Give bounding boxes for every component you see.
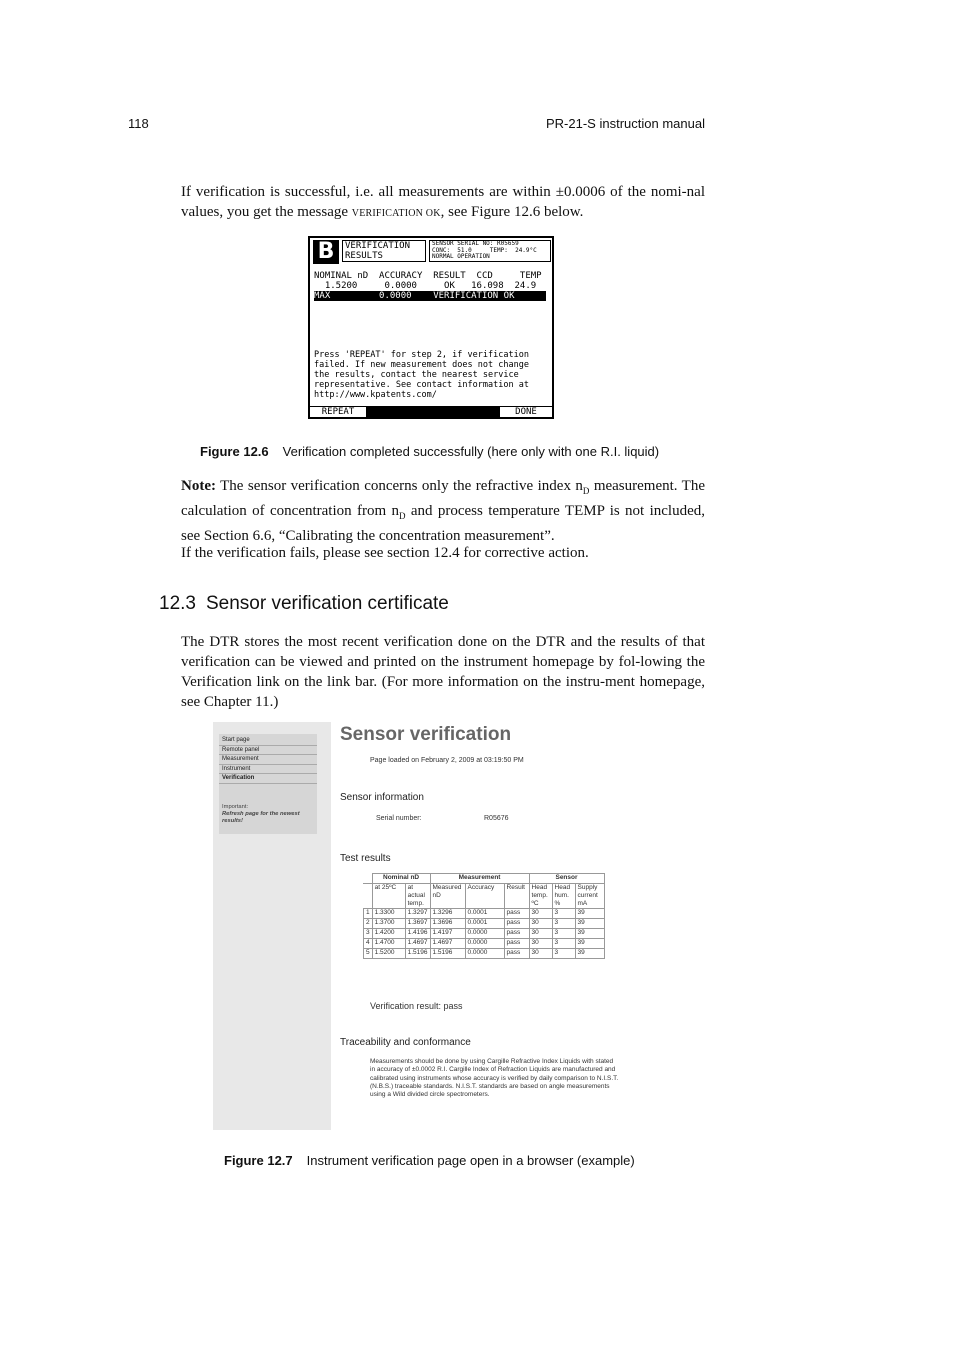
note-paragraph [181, 476, 705, 546]
cell: 1.5196 [430, 949, 465, 959]
section-heading [159, 593, 449, 615]
browser-screenshot [213, 722, 623, 1130]
intro-text: If verification is successful, i.e. all measurements are within ±0.0006 of the nomi-nal values, you get the message [181, 184, 705, 220]
table-row [364, 919, 605, 929]
section-number: 12.3 [159, 593, 196, 614]
cell: 1.4196 [405, 929, 430, 939]
cell: 30 [529, 909, 552, 919]
note-label: Note: [181, 478, 216, 494]
cell: 3 [552, 929, 575, 939]
cell: 1.4197 [430, 929, 465, 939]
cell: 1.3697 [405, 919, 430, 929]
results-table [363, 873, 605, 959]
row-index: 3 [364, 929, 373, 939]
cell: 30 [529, 919, 552, 929]
repeat-button[interactable]: REPEAT [310, 406, 366, 417]
done-button[interactable]: DONE [500, 406, 552, 417]
screen-title [342, 240, 426, 262]
cell: 0.0000 [465, 929, 504, 939]
cell: 30 [529, 949, 552, 959]
cell: 1.4697 [405, 939, 430, 949]
program-letter: B [313, 240, 339, 264]
section-title: Sensor verification certificate [205, 593, 449, 614]
subscript-d: D [582, 486, 590, 496]
link-remote-panel[interactable]: Remote panel [219, 746, 317, 756]
table-row [364, 929, 605, 939]
cell: 1.3696 [430, 919, 465, 929]
intro-paragraph [181, 182, 705, 224]
important-note [219, 788, 317, 834]
subscript-d-2: D [399, 511, 406, 521]
col-measured: Measured nD [430, 884, 465, 909]
cell: 39 [575, 919, 604, 929]
results-header-row: NOMINAL nD ACCURACY RESULT CCD TEMP [314, 271, 542, 281]
cell: 1.3700 [372, 919, 405, 929]
page-title: Sensor verification [340, 724, 512, 745]
verification-result: Verification result: pass [370, 1001, 463, 1011]
page-number: 118 [128, 116, 149, 131]
link-instrument[interactable]: Instrument [219, 765, 317, 775]
link-bar [219, 734, 317, 788]
col-result: Result [504, 884, 529, 909]
cell: 0.0001 [465, 909, 504, 919]
cell: 1.3300 [372, 909, 405, 919]
serial-value: R05676 [484, 815, 509, 822]
row-index: 1 [364, 909, 373, 919]
cell: 1.5200 [372, 949, 405, 959]
cell: 30 [529, 929, 552, 939]
cell: 39 [575, 929, 604, 939]
table-row [364, 949, 605, 959]
lcd-screen [308, 236, 554, 419]
failure-paragraph: If the verification fails, please see section 12.4 for corrective action. [181, 545, 589, 561]
cell: 1.4200 [372, 929, 405, 939]
cell: 39 [575, 949, 604, 959]
intro-text-end: , see Figure 12.6 below. [440, 204, 584, 220]
important-text: Refresh page for the newest results! [222, 811, 300, 824]
cell: 1.3296 [430, 909, 465, 919]
figure-label: Figure 12.7 [224, 1153, 293, 1168]
cell: 1.4700 [372, 939, 405, 949]
col-head-hum: Head hum. % [552, 884, 575, 909]
traceability-heading: Traceability and conformance [340, 1037, 471, 1048]
cell: pass [504, 939, 529, 949]
cell: 3 [552, 949, 575, 959]
dtr-paragraph: The DTR stores the most recent verification done on the DTR and the results of that verification can be viewed and printed on the instrument homepage by fol-lowing the Verification link on the link bar. (For more information on the instru-ment homepage, see Chapter 11.) [181, 634, 705, 710]
traceability-text: Measurements should be done by using Cargille Refractive Index Liquids with stated in accuracy of ±0.0002 R.I. Cargille Index of Refraction Liquids are manufactured and calibrated using instruments whose accuracy is verified by daily comparison to N.I.S.T. (N.B.S.) traceable standards. N.I.S.T. standards are based on angle measurements using a Wild divided circle spectrometers. [370, 1058, 619, 1099]
sensor-info-heading: Sensor information [340, 792, 424, 803]
cell: 3 [552, 909, 575, 919]
note-text-3: and process temperature TEMP is not included, see Section 6.6, “Calibrating the concentration measurement”. [181, 503, 705, 544]
cell: 30 [529, 939, 552, 949]
figure-12-6-caption [200, 444, 659, 459]
sidebar [213, 722, 331, 1130]
results-max-row: MAX 0.0000 VERIFICATION OK [314, 291, 546, 301]
cell: pass [504, 909, 529, 919]
row-index: 4 [364, 939, 373, 949]
running-title: PR-21-S instruction manual [546, 116, 705, 131]
sensor-info-box: SENSOR SERIAL NO: R05659 CONC: 51.0 TEMP: 24.9°C NORMAL OPERATION [429, 240, 551, 262]
col-accuracy: Accuracy [465, 884, 504, 909]
important-label: Important: [222, 804, 249, 810]
table-row [364, 939, 605, 949]
figure-text: Instrument verification page open in a browser (example) [306, 1153, 635, 1168]
col-at-actual: at actual temp. [405, 884, 430, 909]
cell: 0.0000 [465, 939, 504, 949]
link-verification[interactable]: Verification [219, 774, 317, 784]
cell: 39 [575, 909, 604, 919]
cell: 0.0001 [465, 919, 504, 929]
col-supply: Supply current mA [575, 884, 604, 909]
link-start-page[interactable]: Start page [219, 736, 317, 746]
figure-text: Verification completed successfully (here only with one R.I. liquid) [282, 444, 660, 459]
row-index: 2 [364, 919, 373, 929]
test-results-heading: Test results [340, 853, 391, 864]
col-head-temp: Head temp. ºC [529, 884, 552, 909]
screen-title-line1: VERIFICATION [345, 241, 411, 251]
screen-title-line2: RESULTS [345, 251, 383, 261]
cell: 39 [575, 939, 604, 949]
note-text: The sensor verification concerns only the refractive index n [215, 478, 583, 494]
row-index: 5 [364, 949, 373, 959]
cell: 0.0000 [465, 949, 504, 959]
cell: pass [504, 949, 529, 959]
instruction-message: Press 'REPEAT' for step 2, if verification failed. If new measurement does not change the results, contact the nearest service representative. See contact information at http://www.kpatents.com/ [314, 350, 529, 400]
cell: 3 [552, 939, 575, 949]
figure-12-7-caption [224, 1153, 635, 1168]
col-at-25: at 25ºC [372, 884, 405, 909]
cell: pass [504, 929, 529, 939]
serial-label: Serial number: [376, 815, 422, 822]
page-loaded-time: Page loaded on February 2, 2009 at 03:19:50 PM [370, 757, 524, 764]
cell: 3 [552, 919, 575, 929]
table-row [364, 909, 605, 919]
group-nominal: Nominal nD [372, 874, 430, 884]
cell: 1.5196 [405, 949, 430, 959]
results-data-row: 1.5200 0.0000 OK 16.098 24.9 [314, 281, 537, 291]
link-measurement[interactable]: Measurement [219, 755, 317, 765]
figure-label: Figure 12.6 [200, 444, 269, 459]
cell: 1.4697 [430, 939, 465, 949]
note-text-2: measurement. The calculation of concentration from n [181, 478, 706, 519]
group-sensor: Sensor [529, 874, 604, 884]
cell: pass [504, 919, 529, 929]
message-verification-ok: VERIFICATION OK [351, 208, 441, 219]
group-measurement: Measurement [430, 874, 529, 884]
cell: 1.3297 [405, 909, 430, 919]
